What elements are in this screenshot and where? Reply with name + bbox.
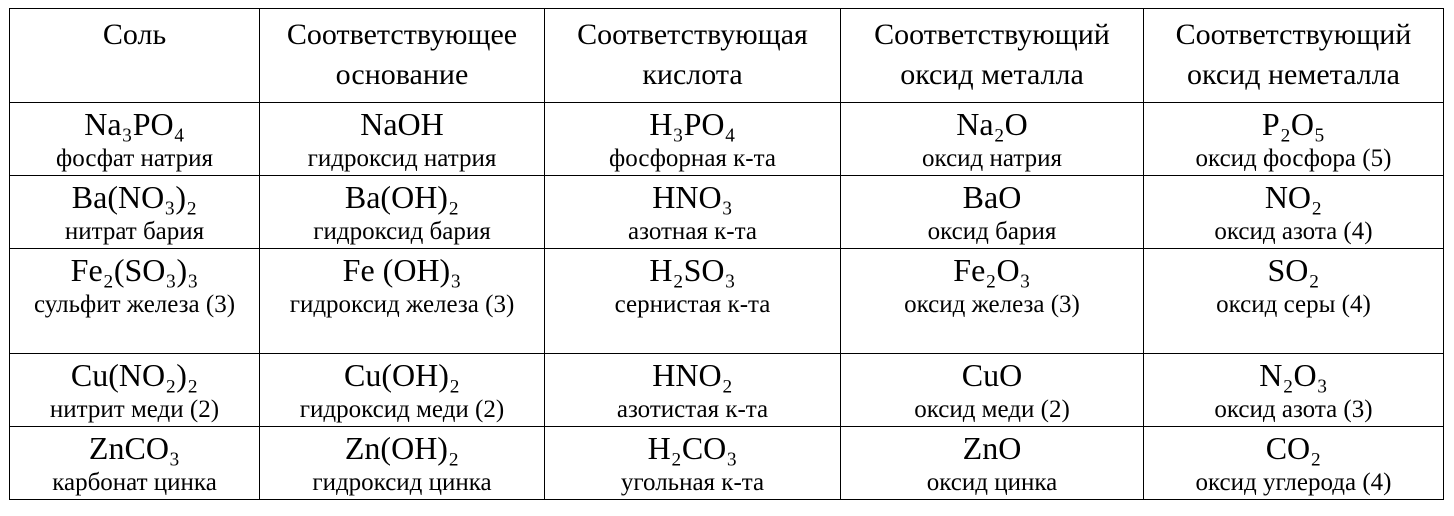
metal-oxide-formula: ZnO [962,430,1022,466]
acid-name: угольная к-та [620,469,765,496]
table-row [10,249,1444,354]
base-name: гидроксид бария [313,218,491,245]
salt-name: нитрит меди (2) [49,396,220,423]
nonmetal-oxide-formula: CO₂ [1265,430,1322,466]
table-row [10,103,1444,176]
salt-formula: ZnCO₃ [88,430,181,466]
acid-formula: HNO₃ [652,179,733,215]
salt-formula: Na₃PO₄ [84,106,185,142]
header-base: Соответствующее основание [260,9,545,103]
base-formula: Fe (OH)₃ [342,252,462,288]
base-name: гидроксид железа (3) [289,291,515,318]
metal-oxide-cell [841,249,1144,354]
nonmetal-oxide-cell [1144,427,1444,500]
nonmetal-oxide-formula: NO₂ [1264,179,1323,215]
salt-cell [10,354,260,427]
acid-name: фосфорная к-та [609,145,776,172]
base-formula: Zn(OH)₂ [344,430,460,466]
nonmetal-oxide-formula: P₂O₅ [1261,106,1326,142]
salt-cell [10,103,260,176]
header-acid: Соответствующая кислота [545,9,841,103]
nonmetal-oxide-formula: N₂O₃ [1259,357,1328,393]
table-row [10,427,1444,500]
nonmetal-oxide-name: оксид азота (4) [1214,218,1373,245]
acid-cell [545,103,841,176]
salt-name: карбонат цинка [52,469,217,496]
header-salt: Соль [10,9,260,103]
base-name: гидроксид меди (2) [299,396,505,423]
nonmetal-oxide-cell [1144,354,1444,427]
metal-oxide-formula: Fe₂O₃ [953,252,1031,288]
acid-name: сернистая к-та [614,291,771,318]
metal-oxide-name: оксид натрия [922,145,1062,172]
nonmetal-oxide-cell [1144,176,1444,249]
metal-oxide-cell [841,427,1144,500]
salt-cell [10,176,260,249]
metal-oxide-name: оксид цинка [926,469,1058,496]
base-cell [260,103,545,176]
base-name: гидроксид цинка [312,469,492,496]
acid-formula: HNO₂ [652,357,733,393]
salt-formula: Ba(NO₃)₂ [71,179,198,215]
header-row [10,9,1444,103]
salt-cell [10,427,260,500]
base-formula: Ba(OH)₂ [344,179,460,215]
salt-formula: Cu(NO₂)₂ [70,357,199,393]
header-metal-oxide: Соответствующий оксид металла [841,9,1144,103]
acid-cell [545,176,841,249]
metal-oxide-formula: BaO [962,179,1022,215]
acid-formula: H₂SO₃ [649,252,736,288]
acid-name: азотистая к-та [616,396,769,423]
base-cell [260,176,545,249]
salts-table [9,8,1444,500]
nonmetal-oxide-name: оксид серы (4) [1216,291,1371,318]
metal-oxide-formula: Na₂O [956,106,1028,142]
acid-name: азотная к-та [628,218,757,245]
salt-formula: Fe₂(SO₃)₃ [70,252,199,288]
salt-name: нитрат бария [64,218,205,245]
base-cell [260,354,545,427]
table-row [10,176,1444,249]
acid-cell [545,427,841,500]
base-formula: NaOH [360,106,444,142]
metal-oxide-formula: CuO [961,357,1023,393]
header-nonmetal-oxide: Соответствующий оксид неметалла [1144,9,1444,103]
acid-cell [545,354,841,427]
metal-oxide-cell [841,103,1144,176]
acid-formula: H₃PO₄ [649,106,736,142]
metal-oxide-name: оксид меди (2) [914,396,1070,423]
nonmetal-oxide-cell [1144,249,1444,354]
metal-oxide-name: оксид железа (3) [904,291,1080,318]
base-formula: Cu(OH)₂ [343,357,461,393]
salt-cell [10,249,260,354]
acid-formula: H₂CO₃ [647,430,738,466]
nonmetal-oxide-name: оксид фосфора (5) [1195,145,1392,172]
table-row [10,354,1444,427]
nonmetal-oxide-name: оксид углерода (4) [1195,469,1392,496]
base-cell [260,427,545,500]
nonmetal-oxide-cell [1144,103,1444,176]
base-cell [260,249,545,354]
acid-cell [545,249,841,354]
salt-name: сульфит железа (3) [33,291,236,318]
metal-oxide-cell [841,354,1144,427]
nonmetal-oxide-formula: SO₂ [1267,252,1320,288]
metal-oxide-name: оксид бария [927,218,1057,245]
base-name: гидроксид натрия [307,145,497,172]
metal-oxide-cell [841,176,1144,249]
salt-name: фосфат натрия [56,145,213,172]
nonmetal-oxide-name: оксид азота (3) [1214,396,1373,423]
